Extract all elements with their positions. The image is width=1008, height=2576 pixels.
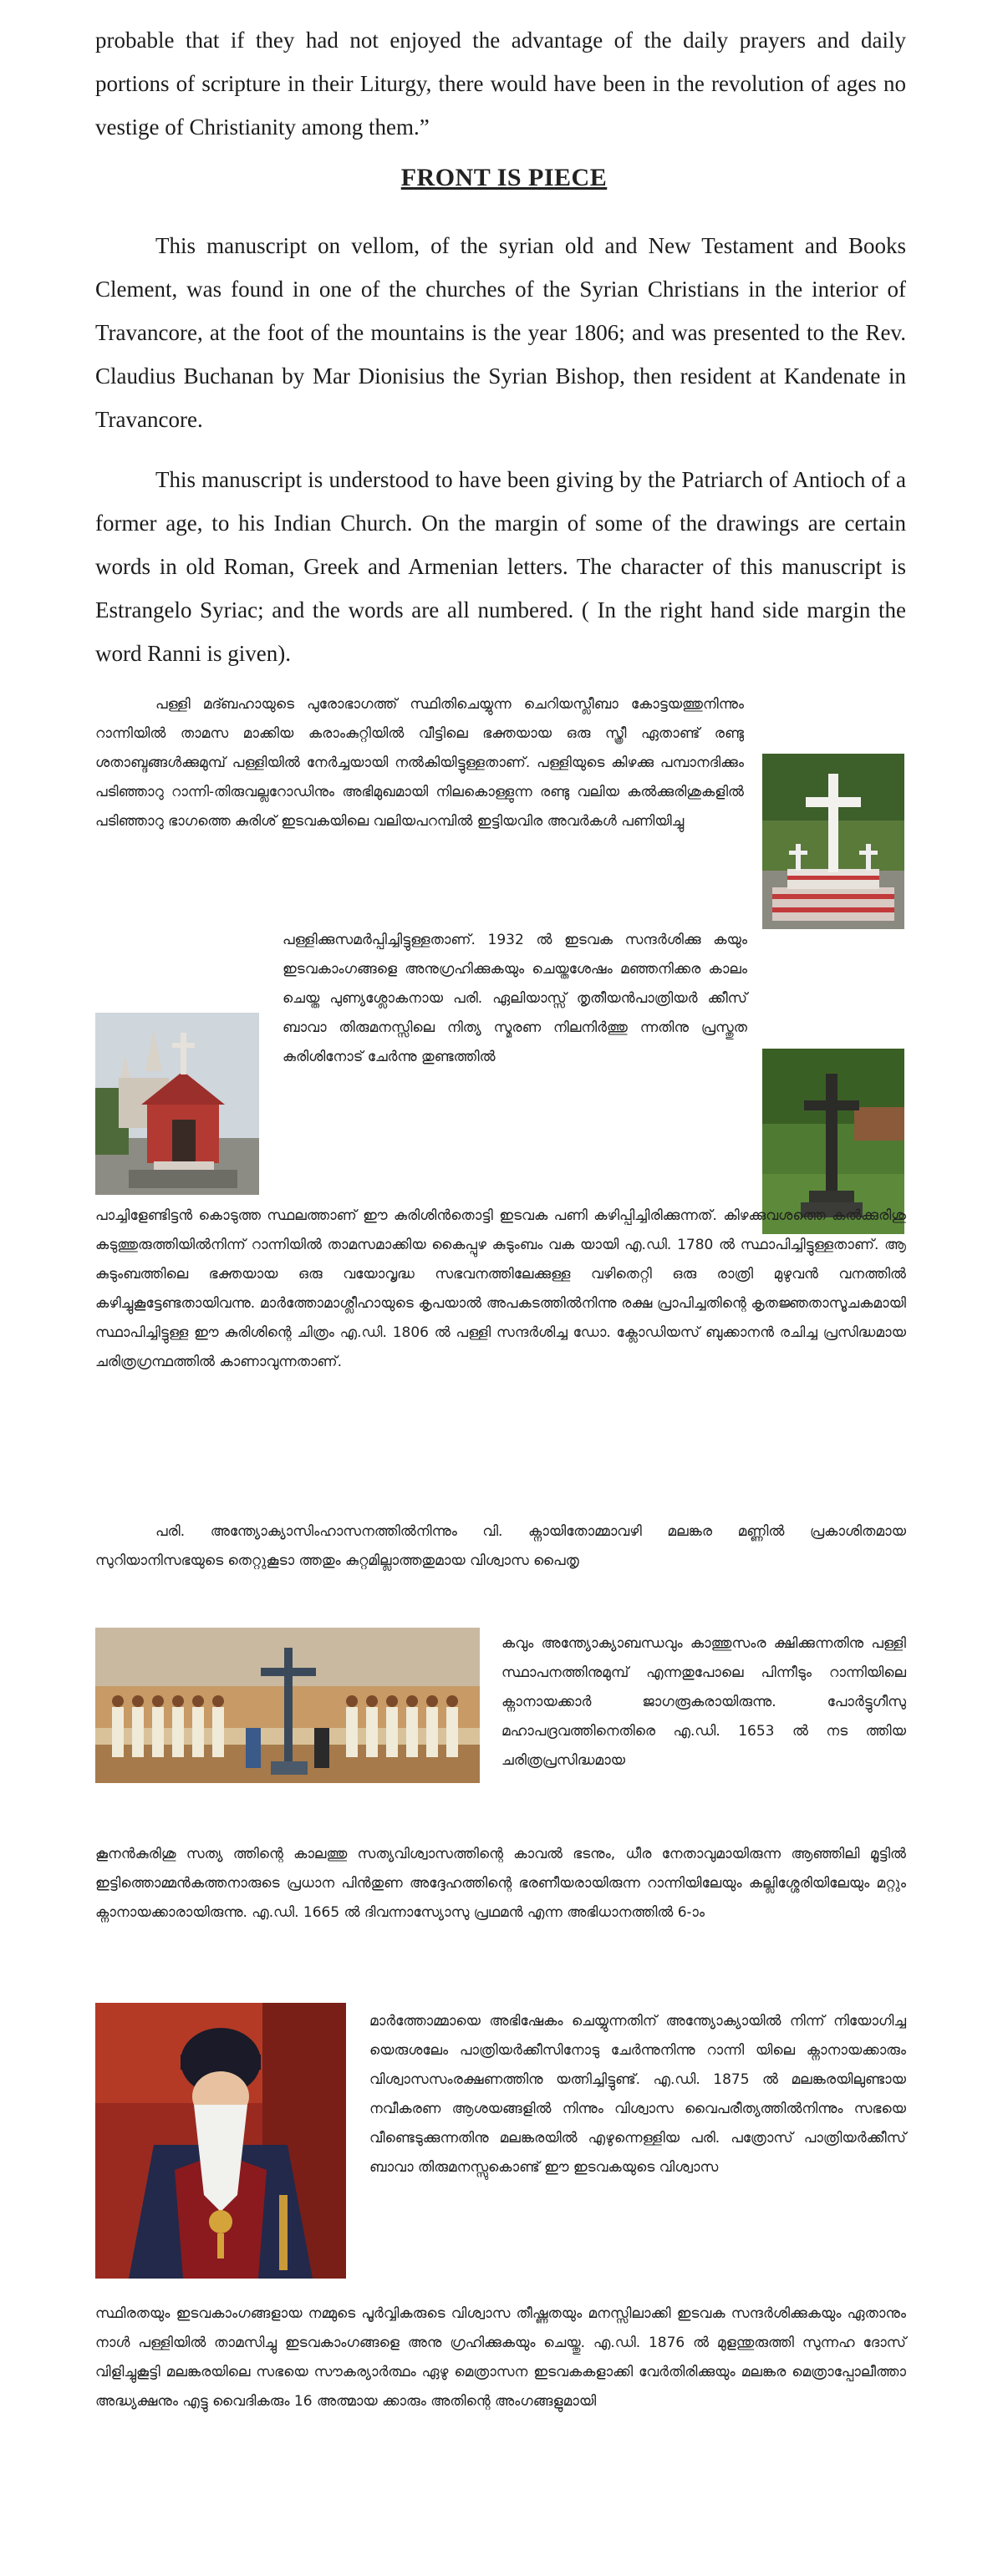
malayalam-text-6: കൂനൻകുരിശു സത്യ ത്തിന്റെ കാലത്തു സത്യവിശ്വാസത്തിന്റെ കാവൽ ഭടനും, ധീര നേതാവുമായിരുന്ന ആഞ്ഞിലി മൂട്ടിൽ ഇട്ടിത്തൊമ്മൻകത്തനാരുടെ പ്രധാന പിൻതുണ അദ്ദേഹത്തിന്റെ ഭരണീയരായിരുന്ന റാന്നിയിലേയും കല്ലിശ്ശേരിയിലേയും മറ്റും ക്നാനായക്കാരായിരുന്നു. എ.ഡി. 1665 ൽ ദിവന്നാസ്യോസു പ്രഥമൻ എന്ന അഭിധാനത്തിൽ 6-ാം (95, 1846, 906, 1921)
english-paragraph-3 (95, 458, 906, 675)
malayalam-text-2: പള്ളിക്കുസമർപ്പിച്ചിട്ടുള്ളതാണ്. 1932 ൽ ഇടവക സന്ദർശിക്കു കയും ഇടവകാംഗങ്ങളെ അനുഗ്രഹിക്കുകയും ചെയ്തശേഷം മഞ്ഞനിക്കര കാലം ചെയ്ത പുണ്യശ്ലോകനായ പരി. ഏലിയാസ്സ് തൃതീയൻപാത്രിയർ ക്കീസ് ബാവാ തിരുമനസ്സിലെ നിത്യ സ്മരണ നിലനിർത്തു ന്നതിനു പ്രസ്തുത കുരിശിനോട് ചേർന്നു തുണ്ടത്തിൽ (283, 932, 747, 1065)
patriarch-portrait (95, 2003, 346, 2279)
malayalam-text-3: പാച്ചിളേണ്ടിട്ടൻ കൊടുത്ത സ്ഥലത്താണ് ഈ കുരിശിൻതൊട്ടി ഇടവക പണി കഴിപ്പിച്ചിരിക്കുന്നത്. കിഴക്കുവശത്തെ കൽക്കുരിശു കടുത്തുരുത്തിയിൽനിന്ന് റാന്നിയിൽ താമസമാക്കിയ കൈപ്പുഴ കുടുംബം വക യായി എ.ഡി. 1780 ൽ സ്ഥാപിച്ചിട്ടുള്ളതാണ്. ആ കുടുംബത്തിലെ ഭക്തയായ ഒരു വയോവൃദ്ധ സഭവനത്തിലേക്കുള്ള വഴിതെറ്റി ഒരു രാത്രി മുഴുവൻ വനത്തിൽ കഴിച്ചുകൂട്ടേണ്ടതായിവന്നു. മാർത്തോമാശ്ലീഹായുടെ കൃപയാൽ അപകടത്തിൽനിന്നു രക്ഷ പ്രാപിച്ചതിന്റെ കൃതജ്ഞതാസൂചകമായി സ്ഥാപിച്ചിട്ടുള്ള ഈ കുരിശിന്റെ ചിത്രം എ.ഡി. 1806 ൽ പള്ളി സന്ദർശിച്ച ഡോ. ക്ലോഡിയസ് ബുക്കാനൻ രചിച്ച പ്രസിദ്ധമായ ചരിത്രഗ്രന്ഥത്തിൽ കാണാവുന്നതാണ്. (95, 1207, 906, 1370)
procession-painting (95, 1628, 480, 1783)
church-shrine-image (95, 1013, 259, 1195)
procession-image (95, 1628, 480, 1783)
malayalam-text-5: കവും അന്ത്യോക്യാബന്ധവും കാത്തുസംര ക്ഷിക്കുന്നതിനു പള്ളി സ്ഥാപനത്തിനുമുമ്പ് എന്നതുപോലെ പിന്നീടും റാന്നിയിലെ ക്നാനായക്കാർ ജാഗരൂകരായിരുന്നു. പോർട്ടുഗീസു മഹാപദ്രവത്തിനെതിരെ എ.ഡി. 1653 ൽ നട ത്തിയ ചരിത്രപ്രസിദ്ധമായ (501, 1635, 906, 1769)
malayalam-block-2 (283, 926, 747, 1072)
english-paragraph-2 (95, 224, 906, 441)
malayalam-text-4: പരി. അന്ത്യോക്യാസിംഹാസനത്തിൽനിന്നും വി. ക്നായിതോമ്മാവഴി മലങ്കര മണ്ണിൽ പ്രകാശിതമായ സുറിയാനിസഭയുടെ തെറ്റുകൂടാ ത്തതും കുറ്റമില്ലാത്തതുമായ വിശ്വാസ പൈതൃ (95, 1523, 906, 1569)
malayalam-block-6 (95, 1840, 906, 1928)
white-cross-image (762, 754, 904, 929)
paragraph-liturgy: probable that if they had not enjoyed the advantage of the daily prayers and daily portions of scripture in their Liturgy, there would have been in the revolution of ages no vestige of Christianity among them.” (95, 28, 906, 140)
malayalam-text-1: പള്ളി മദ്ബഹായുടെ പുരോഭാഗത്ത് സ്ഥിതിചെയ്യുന്ന ചെറിയസ്ലീബാ കോട്ടയത്തുനിന്നും റാന്നിയിൽ താമസ മാക്കിയ കരാംകുറ്റിയിൽ വീട്ടിലെ ഭക്തയായ ഒരു സ്ത്രീ ഏതാണ്ട് രണ്ടു ശതാബ്ദങ്ങൾക്കുമുമ്പ് പള്ളിയിൽ നേർച്ചയായി നൽകിയിട്ടുള്ളതാണ്. പള്ളിയുടെ കിഴക്കു പമ്പാനദിക്കും പടിഞ്ഞാറു റാന്നി-തിരുവല്ലറോഡിനും അഭിമുഖമായി നിലകൊള്ളുന്ന രണ്ടു വലിയ കൽക്കുരിശുകളിൽ പടിഞ്ഞാറു ഭാഗത്തെ കുരിശ് ഇടവകയിലെ വലിയപറമ്പിൽ ഇട്ടിയവിര അവർകൾ പണിയിച്ചു (95, 696, 744, 830)
malayalam-block-3 (95, 1202, 906, 1377)
paragraph-patriarch-gift: This manuscript is understood to have been giving by the Patriarch of Antioch of a former age, to his Indian Church. On the margin of some of the drawings are certain words in old Roman, Greek and Armenian letters. The character of this manuscript is Estrangelo Syriac; and the words are all numbered. ( In the right hand side margin the word Ranni is given). (95, 467, 906, 666)
malayalam-block-5 (501, 1629, 906, 1776)
malayalam-block-7 (369, 2007, 906, 2182)
malayalam-block-8 (95, 2299, 906, 2416)
church-shrine-photo (95, 1013, 259, 1195)
paragraph-manuscript: This manuscript on vellom, of the syrian old and New Testament and Books Clement, was found in one of the churches of the Syrian Christians in the interior of Travancore, at the foot of the mountains is the year 1806; and was presented to the Rev. Claudius Buchanan by Mar Dionisius the Syrian Bishop, then resident at Kandenate in Travancore. (95, 233, 906, 432)
patriarch-image (95, 2003, 346, 2279)
malayalam-text-7: മാർത്തോമ്മായെ അഭിഷേകം ചെയ്യുന്നതിന് അന്ത്യോക്യായിൽ നിന്ന് നിയോഗിച്ച യെരുശലേം പാത്രിയർക്കീസിനോടു ചേർന്നുനിന്നു റാന്നി യിലെ ക്നാനായക്കാരും വിശ്വാസസംരക്ഷണത്തിനു യത്നിച്ചിട്ടുണ്ട്. എ.ഡി. 1875 ൽ മലങ്കരയിലുണ്ടായ നവീകരണ ആശയങ്ങളിൽ നിന്നും വിശ്വാസ വൈപരീത്യത്തിൽനിന്നും സഭയെ വീണ്ടെടുക്കുന്നതിനു മലങ്കരയിൽ എഴുന്നെള്ളിയ പരി. പത്രോസ് പാത്രിയർക്കീസ് ബാവാ തിരുമനസ്സുകൊണ്ട് ഈ ഇടവകയുടെ വിശ്വാസ (369, 2013, 906, 2176)
section-heading: FRONT IS PIECE (400, 164, 608, 191)
malayalam-text-8: സ്ഥിരതയും ഇടവകാംഗങ്ങളായ നമ്മുടെ പൂർവ്വികരുടെ വിശ്വാസ തീഷ്ണതയും മനസ്സിലാക്കി ഇടവക സന്ദർശിക്കുകയും ഏതാനും നാൾ പള്ളിയിൽ താമസിച്ചു ഇടവകാംഗങ്ങളെ അനു ഗ്രഹിക്കുകയും ചെയ്തു. എ.ഡി. 1876 ൽ മുളന്തുരുത്തി സുന്നഹ ദോസ് വിളിച്ചുകൂട്ടി മലങ്കരയിലെ സഭയെ സൗകര്യാർത്ഥം ഏഴു മെത്രാസന ഇടവകകളാക്കി വേർതിരിക്കുയും മലങ്കര മെത്രാപ്പോലീത്താ അദ്ധ്യക്ഷനും എട്ടു വൈദികരും 16 അത്മായ ക്കാരും അതിന്റെ അംഗങ്ങളുമായി (95, 2305, 906, 2410)
white-cross-photo (762, 754, 904, 929)
malayalam-block-1 (95, 690, 744, 836)
malayalam-block-4 (95, 1517, 906, 1576)
english-paragraph-1 (95, 18, 906, 149)
